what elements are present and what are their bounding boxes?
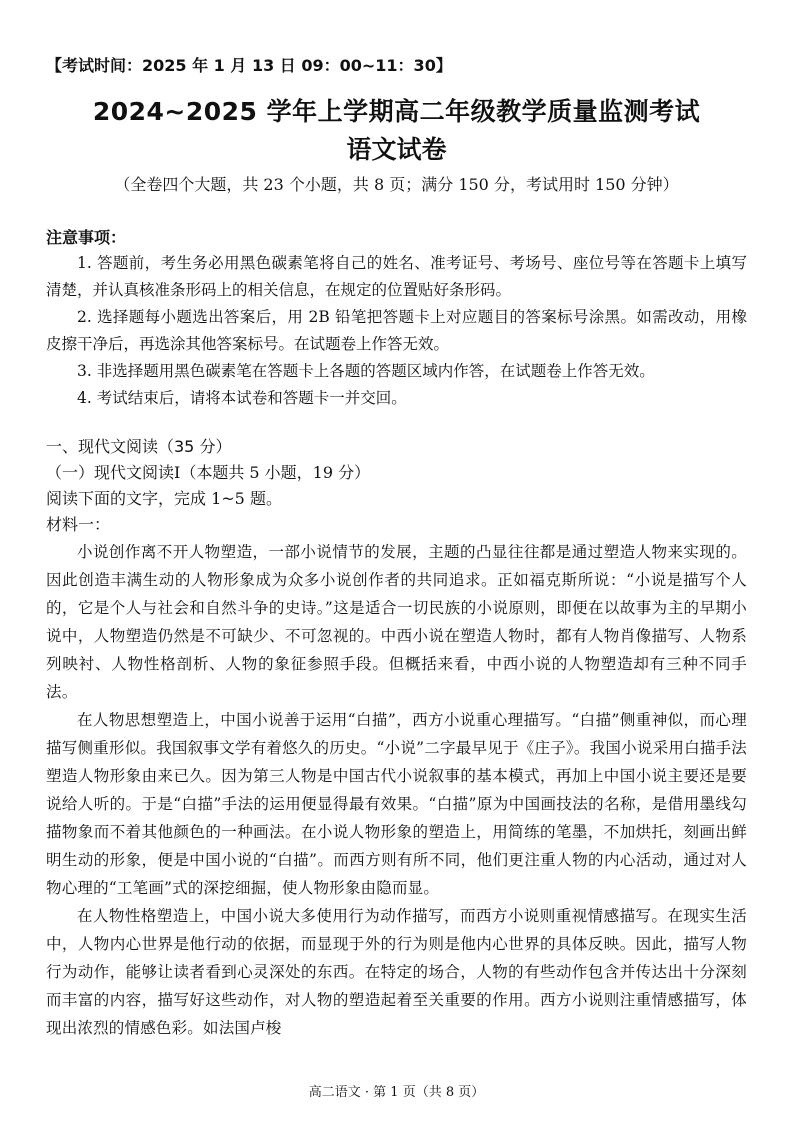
exam-scope: （全卷四个大题，共 23 个小题，共 8 页；满分 150 分，考试用时 150 分钟）: [114, 175, 679, 194]
material-label: 材料一：: [46, 515, 111, 534]
page-footer: 高二语文 · 第 1 页（共 8 页）: [308, 1085, 485, 1100]
note-item: 2. 选择题每小题选出答案后，用 2B 铅笔把答题卡上对应题目的答案标号涂黑。如需改动，用橡皮擦干净后，再选涂其他答案标号。在试题卷上作答无效。: [46, 308, 747, 353]
exam-subtitle: 语文试卷: [346, 135, 447, 164]
reading-instruction: 阅读下面的文字，完成 1~5 题。: [46, 489, 282, 508]
reading-section: [46, 434, 747, 1042]
material-paragraph: 小说创作离不开人物塑造，一部小说情节的发展，主题的凸显往往都是通过塑造人物来实现的。因此创造丰满生动的人物形象成为众多小说创作者的共同追求。正如福克斯所说：“小说是描写个人的，它是个人与社会和自然斗争的史诗。”这是适合一切民族的小说原则，即便在以故事为主的早期小说中，人物塑造仍然是不可缺少、不可忽视的。中西小说在塑造人物时，都有人物肖像描写、人物系列映衬、人物性格剖析、人物的象征参照手段。但概括来看，中西小说的人物塑造却有三种不同手法。: [46, 543, 747, 701]
notes-title: 注意事项：: [46, 228, 127, 247]
note-item: 4. 考试结束后，请将本试卷和答题卡一并交回。: [77, 389, 407, 407]
exam-time: 【考试时间：2025 年 1 月 13 日 09：00~11：30】: [46, 56, 452, 75]
note-item: 1. 答题前，考生务必用黑色碳素笔将自己的姓名、准考证号、考场号、座位号等在答题卡上填写清楚，并认真核准条形码上的相关信息，在规定的位置贴好条形码。: [46, 254, 747, 299]
material-paragraph: 在人物性格塑造上，中国小说大多使用行为动作描写，而西方小说则重视情感描写。在现实生活中，人物内心世界是他行动的依据，而显现于外的行为则是他内心世界的具体反映。因此，描写人物行为动作，能够让读者看到心灵深处的东西。在特定的场合，人物的有些动作包含并传达出十分深刻而丰富的内容，描写好这些动作，对人物的塑造起着至关重要的作用。西方小说则注重情感描写，体现出浓烈的情感色彩。如法国卢梭: [46, 907, 747, 1037]
section-heading: 一、现代文阅读（35 分）: [46, 437, 232, 456]
notes-section: [46, 225, 747, 412]
material-paragraph: 在人物思想塑造上，中国小说善于运用“白描”，西方小说重心理描写。“白描”侧重神似，而心理描写侧重形似。我国叙事文学有着悠久的历史。“小说”二字最早见于《庄子》。我国小说采用白描手法塑造人物形象由来已久。因为第三人物是中国古代小说叙事的基本模式，再加上中国小说主要还是要说给人听的。于是“白描”手法的运用便显得最有效果。“白描”原为中国画技法的名称，是借用墨线勾描物象而不着其他颜色的一种画法。在小说人物形象的塑造上，用简练的笔墨，不加烘托，刻画出鲜明生动的形象，便是中国小说的“白描”。而西方则有所不同，他们更注重人物的内心活动，通过对人物心理的“工笔画”式的深挖细掘，使人物形象由隐而显。: [46, 711, 747, 897]
sub-section-heading: （一）现代文阅读Ⅰ（本题共 5 小题，19 分）: [46, 463, 371, 482]
exam-title: 2024~2025 学年上学期高二年级教学质量监测考试: [92, 97, 701, 126]
note-item: 3. 非选择题用黑色碳素笔在答题卡上各题的答题区域内作答，在试题卷上作答无效。: [77, 362, 655, 380]
